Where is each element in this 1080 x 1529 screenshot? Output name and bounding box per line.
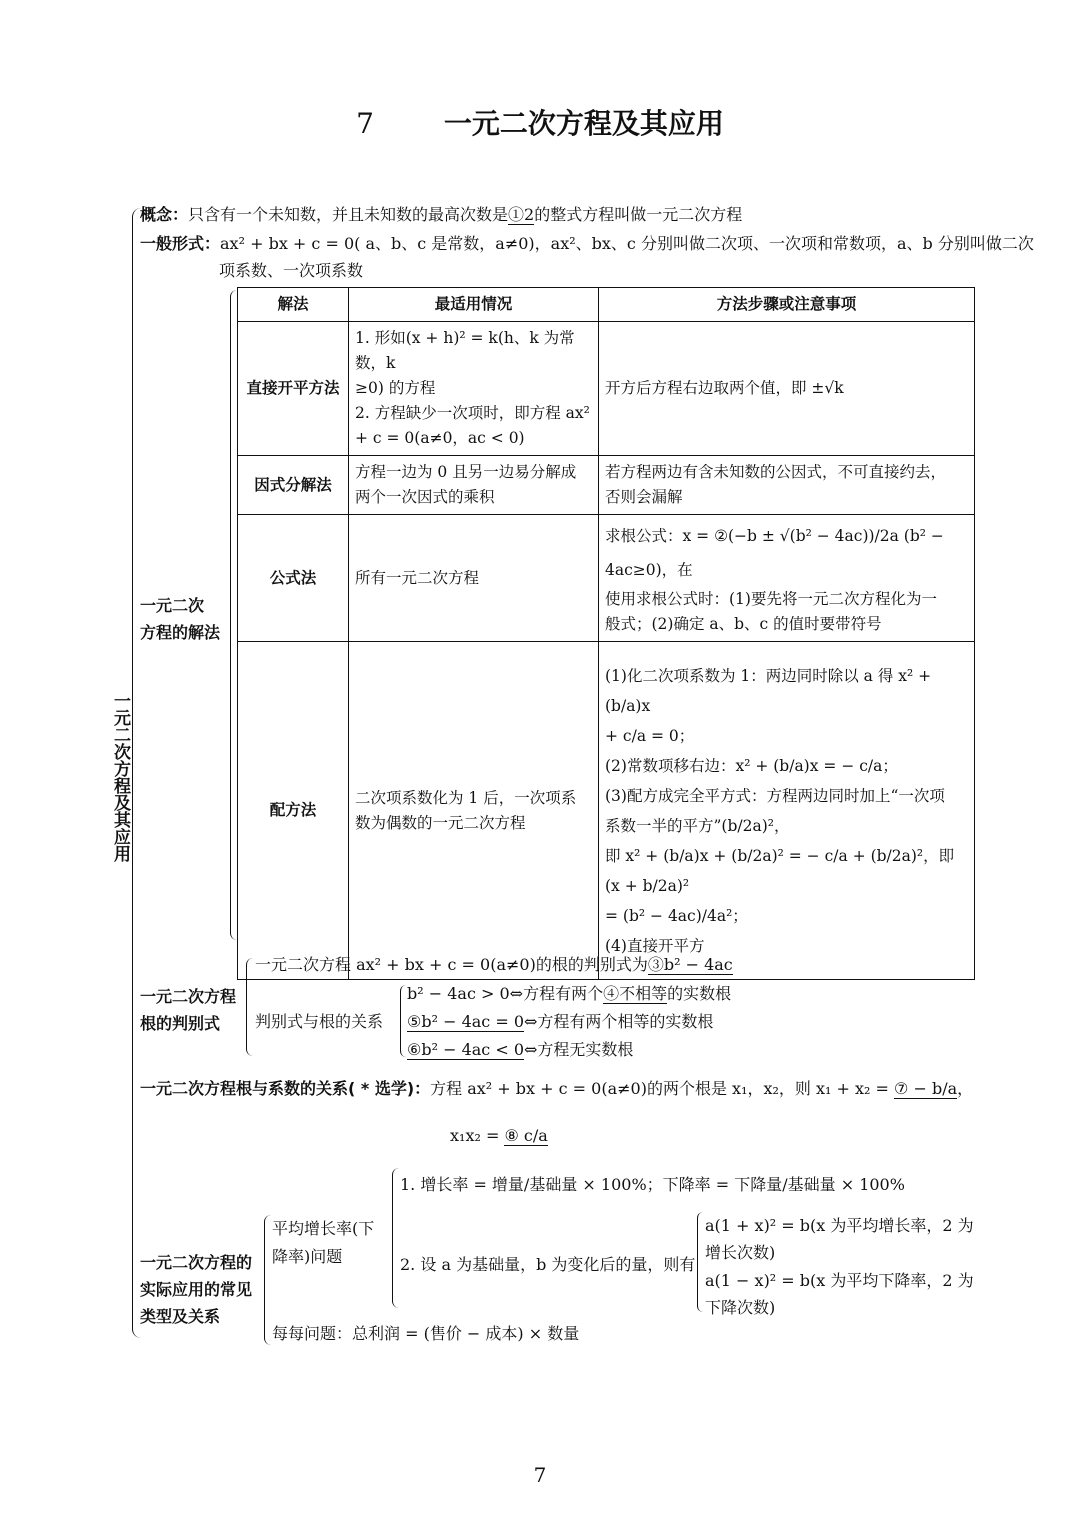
profit-line: 每每问题：总利润 = (售价 − 成本) × 数量 — [272, 1324, 580, 1343]
relation-case-3 — [407, 1038, 633, 1062]
general-form-line1 — [140, 232, 1034, 256]
growth-label — [272, 1215, 374, 1271]
formula-up-line: 增长次数) — [705, 1243, 776, 1262]
growth-label-line: 降率)问题 — [272, 1247, 343, 1266]
case1-text: b² − 4ac > 0⇔方程有两个 — [407, 984, 604, 1003]
case-line: 所有一元二次方程 — [355, 568, 480, 587]
notes-line: 般式；(2)确定 a、b、c 的值时要带符号 — [605, 615, 882, 633]
table-row — [238, 456, 975, 515]
applications-label — [140, 1249, 252, 1330]
case-line: + c = 0(a≠0，ac < 0) — [355, 429, 525, 447]
method-name: 公式法 — [238, 515, 349, 642]
table-row — [238, 515, 975, 642]
formula-up — [705, 1212, 974, 1266]
applications-label-line: 类型及关系 — [140, 1307, 221, 1326]
formula-brace — [697, 1212, 703, 1312]
side-title: 一元二次方程及其应用 — [110, 692, 130, 862]
method-notes — [599, 515, 975, 642]
discriminant-label-line1: 一元二次方程 — [140, 987, 237, 1006]
growth-brace — [392, 1168, 399, 1308]
method-notes — [599, 642, 975, 980]
general-form-text: ax² + bx + c = 0( a、b、c 是常数，a≠0)，ax²、bx、c 分别叫做二次项、一次项和常数项，a、b 分别叫做二次 — [220, 234, 1034, 253]
notes-line: = (b² − 4ac)/4a²； — [605, 906, 748, 925]
concept-line — [140, 203, 742, 227]
method-notes — [599, 456, 975, 515]
method-case — [349, 642, 599, 980]
vieta-blank-sum: ⑦ − b/a — [894, 1079, 958, 1098]
header-case: 最适用情况 — [349, 288, 599, 322]
vieta-tail: ， — [957, 1079, 974, 1098]
solutions-label — [140, 592, 220, 646]
discriminant-text: 一元二次方程 ax² + bx + c = 0(a≠0)的根的判别式为 — [255, 955, 648, 974]
applications-brace — [264, 1215, 271, 1345]
chapter-title-text: 一元二次方程及其应用 — [443, 107, 724, 140]
case-line: 方程一边为 0 且另一边易分解成 — [355, 463, 577, 481]
general-form-line2: 项系数、一次项系数 — [219, 261, 364, 280]
method-name: 配方法 — [238, 642, 349, 980]
notes-line: (2)常数项移右边：x² + (b/a)x = − c/a； — [605, 756, 898, 775]
notes-line: + c/a = 0； — [605, 726, 695, 745]
general-form-label: 一般形式： — [140, 234, 221, 253]
case-line: 2. 方程缺少一次项时，即方程 ax² — [355, 404, 590, 422]
concept-text-after: 的整式方程叫做一元二次方程 — [534, 205, 743, 224]
solutions-table — [237, 287, 975, 980]
method-notes — [599, 322, 975, 456]
notes-line: 使用求根公式时：(1)要先将一元二次方程化为一 — [605, 590, 937, 608]
case-line: 1. 形如(x + h)² = k(h、k 为常数，k — [355, 329, 575, 372]
notes-line: 求根公式：x = ②(−b ± √(b² − 4ac))/2a (b² − 4ac≥0)，在 — [605, 527, 944, 579]
discriminant-brace — [246, 958, 253, 1056]
notes-line: 系数一半的平方”(b/2a)²， — [605, 816, 790, 835]
case-line: 两个一次因式的乘积 — [355, 488, 495, 506]
relation-brace — [400, 985, 406, 1057]
case2-blank: ⑤b² − 4ac = 0 — [407, 1012, 525, 1031]
chapter-title — [0, 102, 1080, 142]
method-case — [349, 515, 599, 642]
formula-down-line: a(1 − x)² = b(x 为平均下降率，2 为 — [705, 1271, 974, 1290]
discriminant-line1 — [255, 953, 733, 977]
chapter-number: 7 — [356, 107, 374, 140]
notes-line: 否则会漏解 — [605, 488, 683, 506]
formula-down-line: 下降次数) — [705, 1298, 776, 1317]
notes-line: (3)配方成完全平方式：方程两边同时加上“一次项 — [605, 786, 945, 805]
relation-case-1 — [407, 982, 731, 1006]
vieta-product-line — [450, 1124, 548, 1148]
notes-line: (1)化二次项系数为 1：两边同时除以 a 得 x² + (b/a)x — [605, 666, 932, 715]
method-name: 直接开平方法 — [238, 322, 349, 456]
applications-label-line: 一元二次方程的 — [140, 1253, 253, 1272]
header-notes: 方法步骤或注意事项 — [599, 288, 975, 322]
growth-item-2: 2. 设 a 为基础量，b 为变化后的量，则有 — [400, 1255, 696, 1274]
discriminant-blank: ③b² − 4ac — [647, 955, 733, 974]
case-line: 二次项系数化为 1 后，一次项系 — [355, 788, 577, 807]
discriminant-label-line2: 根的判别式 — [140, 1014, 221, 1033]
discriminant-label — [140, 983, 236, 1037]
method-case — [349, 456, 599, 515]
table-row — [238, 642, 975, 980]
formula-down — [705, 1267, 974, 1321]
relation-label: 判别式与根的关系 — [255, 1012, 384, 1031]
vieta-label: 一元二次方程根与系数的关系( * 选学)： — [140, 1079, 431, 1098]
concept-blank: ①2 — [508, 205, 535, 224]
header-method: 解法 — [238, 288, 349, 322]
table-header-row — [238, 288, 975, 322]
notes-line: (4)直接开平方 — [605, 936, 705, 955]
case3-blank: ⑥b² − 4ac < 0 — [407, 1040, 525, 1059]
case-line: ≥0) 的方程 — [355, 379, 436, 397]
formula-up-line: a(1 + x)² = b(x 为平均增长率，2 为 — [705, 1216, 974, 1235]
notes-line: 开方后方程右边取两个值，即 ±√k — [605, 379, 844, 397]
applications-label-line: 实际应用的常见 — [140, 1280, 253, 1299]
concept-text-before: 只含有一个未知数，并且未知数的最高次数是 — [188, 205, 509, 224]
growth-item-1: 1. 增长率 = 增量/基础量 × 100%；下降率 = 下降量/基础量 × 100% — [400, 1175, 905, 1194]
main-brace — [132, 208, 141, 1338]
vieta-line — [140, 1077, 973, 1101]
concept-label: 概念： — [140, 205, 189, 224]
notes-line: 若方程两边有含未知数的公因式，不可直接约去， — [605, 463, 947, 481]
case1-post: 的实数根 — [667, 984, 732, 1003]
page-number: 7 — [533, 1463, 547, 1487]
solutions-brace — [230, 290, 237, 940]
notes-line: 即 x² + (b/a)x + (b/2a)² = − c/a + (b/2a)²，即(x + b/2a)² — [605, 846, 955, 895]
table-row — [238, 322, 975, 456]
case3-post: ⇔方程无实数根 — [524, 1040, 634, 1059]
vieta-blank-product: ⑧ c/a — [504, 1126, 548, 1145]
relation-case-2 — [407, 1010, 713, 1034]
solutions-label-line1: 一元二次 — [140, 596, 205, 615]
method-case — [349, 322, 599, 456]
solutions-label-line2: 方程的解法 — [140, 623, 221, 642]
case1-blank: ④不相等 — [603, 984, 668, 1003]
vieta-text: 方程 ax² + bx + c = 0(a≠0)的两个根是 x₁，x₂，则 x₁ + x₂ = — [430, 1079, 889, 1098]
case-line: 数为偶数的一元二次方程 — [355, 813, 526, 832]
case2-post: ⇔方程有两个相等的实数根 — [524, 1012, 714, 1031]
growth-label-line: 平均增长率(下 — [272, 1219, 375, 1238]
method-name: 因式分解法 — [238, 456, 349, 515]
vieta-product-text: x₁x₂ = — [450, 1126, 500, 1145]
